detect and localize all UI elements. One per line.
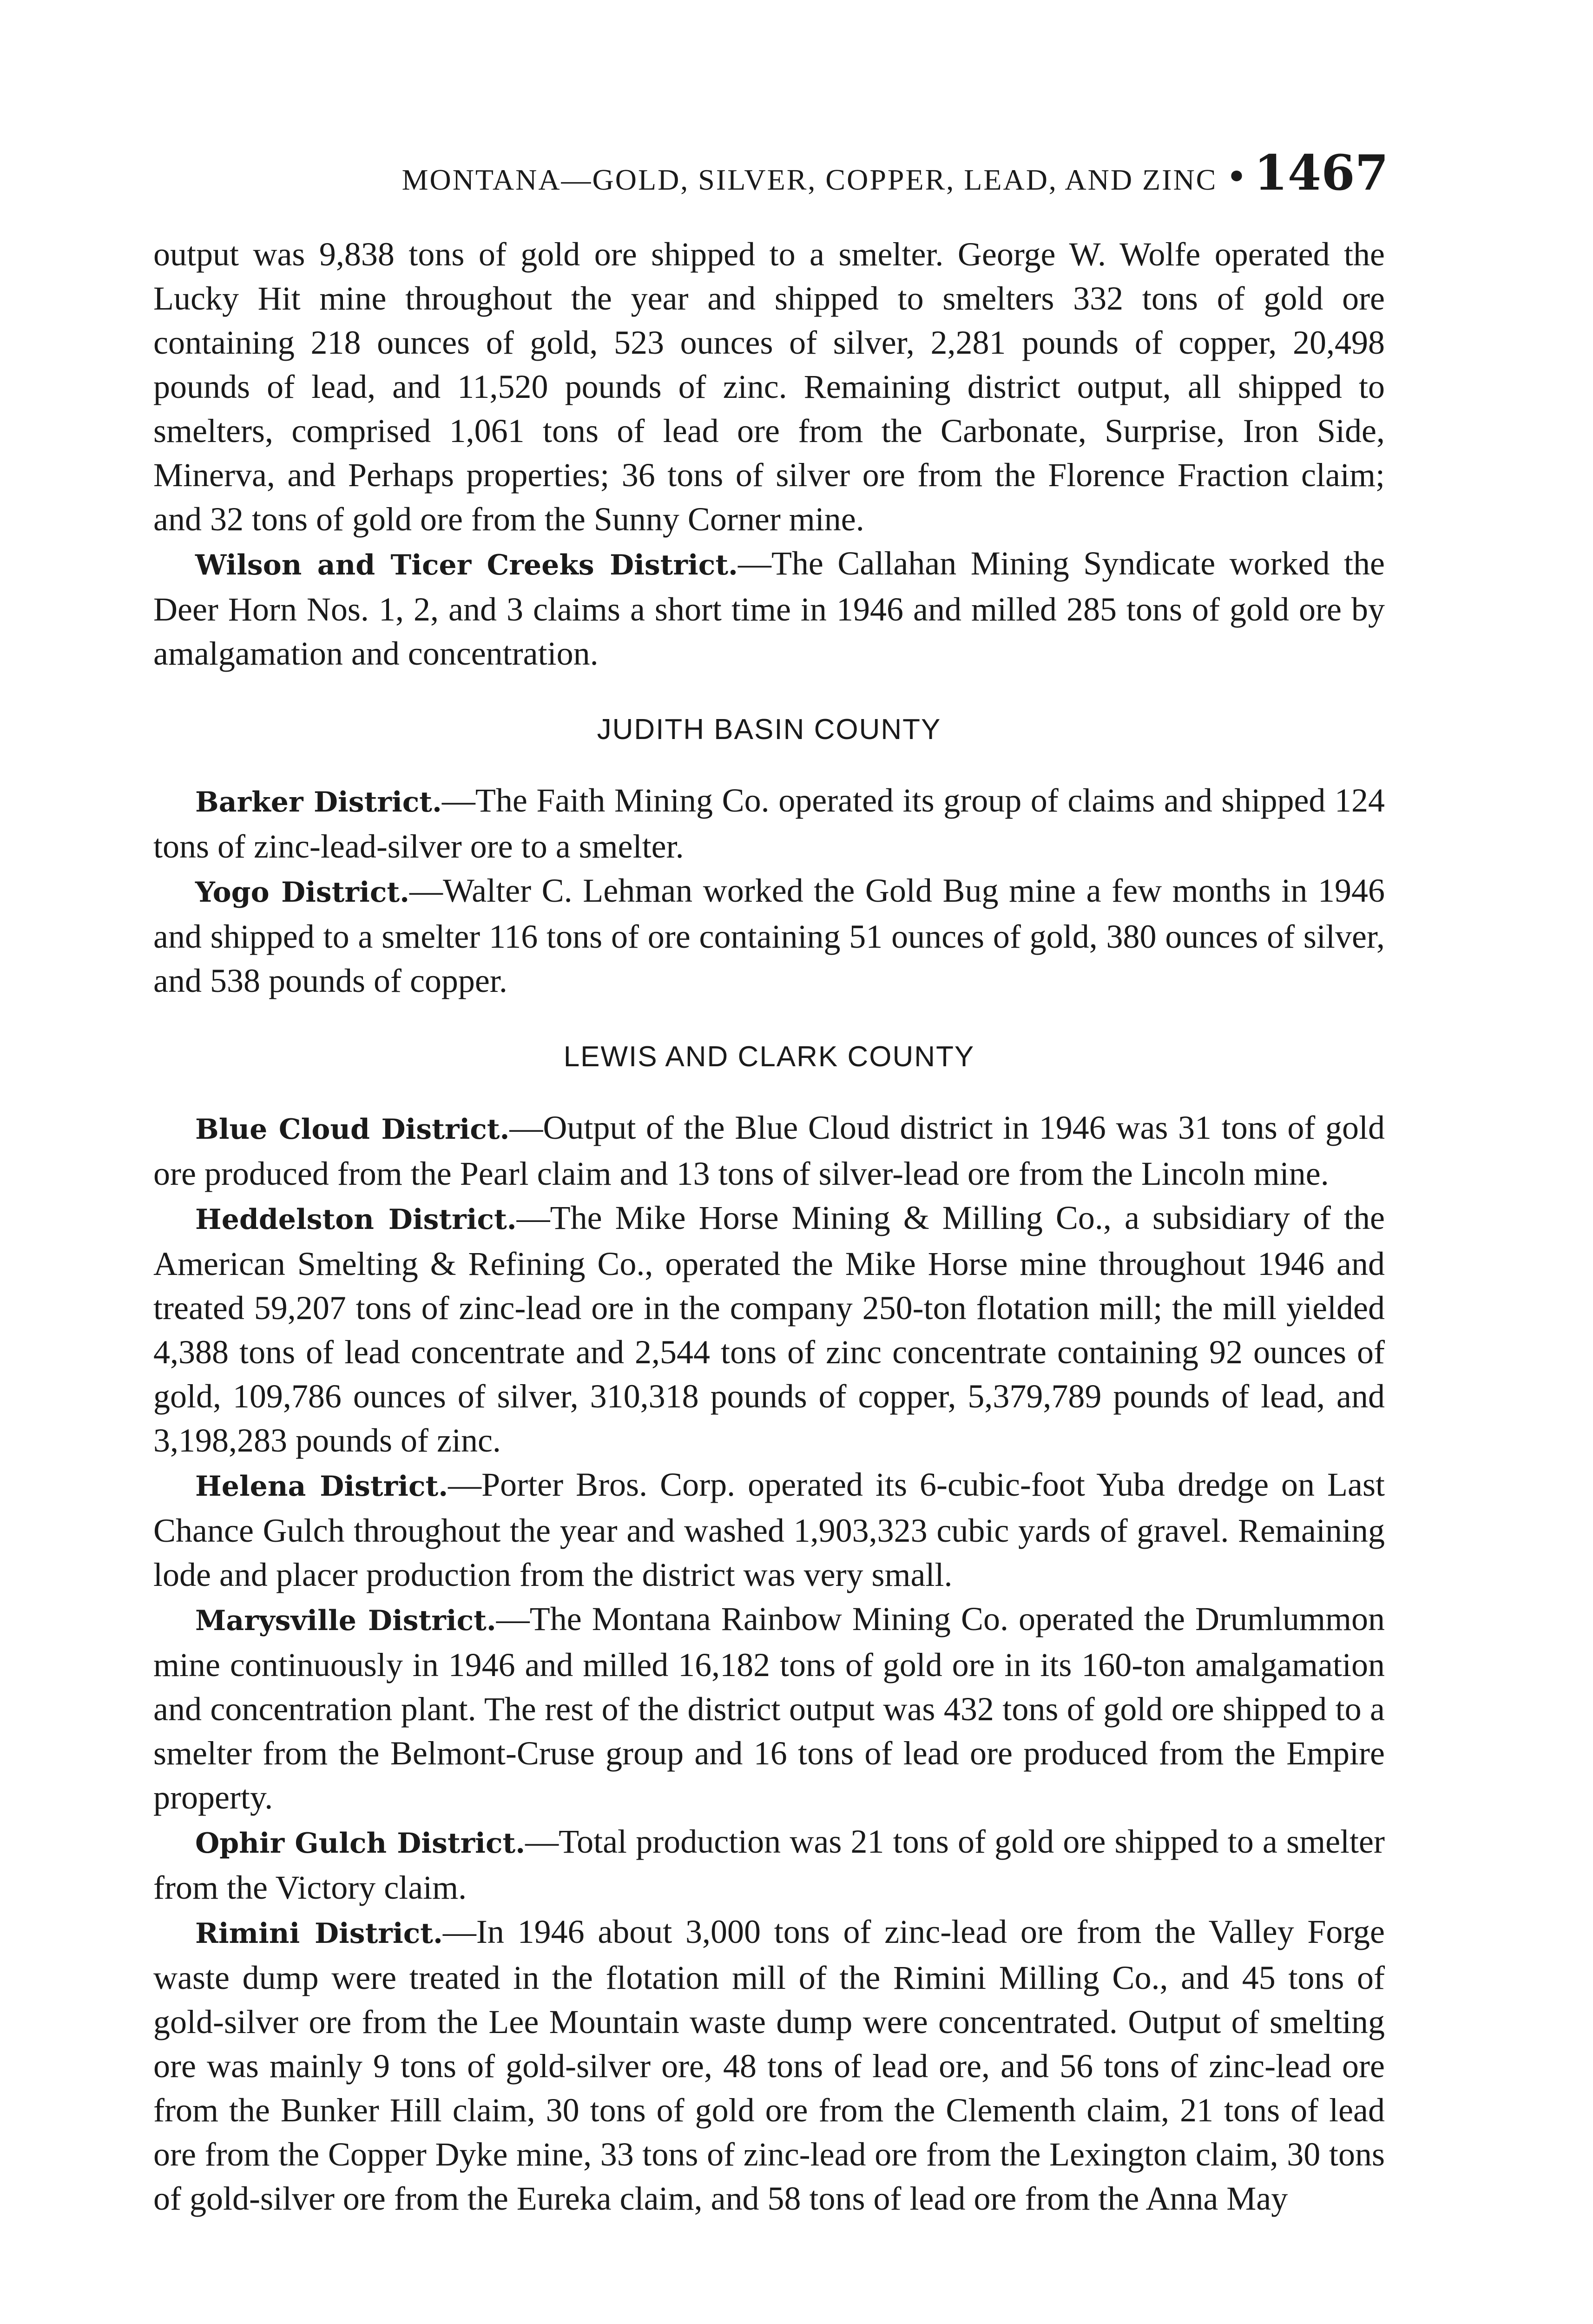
paragraph-text: —Total production was 21 tons of gold ore shipped to a smelter from the Victory claim. bbox=[153, 1823, 1385, 1906]
paragraph-wilson-ticer bbox=[153, 541, 1385, 676]
section-heading-lewis-clark: LEWIS AND CLARK COUNTY bbox=[563, 1041, 975, 1073]
running-title: MONTANA—GOLD, SILVER, COPPER, LEAD, AND ZINC bbox=[402, 163, 1218, 196]
paragraph-lead: Helena District. bbox=[195, 1470, 448, 1503]
section-heading-judith-basin: JUDITH BASIN COUNTY bbox=[597, 713, 941, 746]
page-number: 1467 bbox=[1254, 144, 1389, 201]
paragraph-lead: Blue Cloud District. bbox=[195, 1113, 510, 1146]
paragraph-barker bbox=[153, 779, 1385, 869]
paragraph-blue-cloud bbox=[153, 1106, 1385, 1196]
paragraph-text: —Output of the Blue Cloud district in 1946 was 31 tons of gold ore produced from the Pearl claim and 13 tons of silver-lead ore from the Lincoln mine. bbox=[153, 1109, 1385, 1192]
paragraph-text: —The Callahan Mining Syndicate worked the Deer Horn Nos. 1, 2, and 3 claims a short time in 1946 and milled 285 tons of gold ore by amalgamation and concentration. bbox=[153, 545, 1385, 672]
paragraph-lead: Heddelston District. bbox=[195, 1203, 517, 1236]
paragraph-text: —Porter Bros. Corp. operated its 6-cubic-foot Yuba dredge on Last Chance Gulch throughout the year and washed 1,903,323 cubic yards of gravel. Remaining lode and placer production from the district was very small. bbox=[153, 1466, 1385, 1593]
paragraph-text: —The Faith Mining Co. operated its group of claims and shipped 124 tons of zinc-lead-silver ore to a smelter. bbox=[153, 782, 1385, 865]
running-header bbox=[153, 144, 1389, 209]
paragraph-text: —The Mike Horse Mining & Milling Co., a subsidiary of the American Smelting & Refining Co., operated the Mike Horse mine throughout 1946 and treated 59,207 tons of zinc-lead ore in the company 250-ton flotation mill; the mill yielded 4,388 tons of lead concentrate and 2,544 tons of zinc concentrate containing 92 ounces of gold, 109,786 ounces of silver, 310,318 pounds of copper, 5,379,789 pounds of lead, and 3,198,283 pounds of zinc. bbox=[153, 1199, 1385, 1459]
paragraph-lead: Ophir Gulch District. bbox=[195, 1827, 526, 1860]
paragraph-marysville bbox=[153, 1597, 1385, 1820]
paragraph-text: —The Montana Rainbow Mining Co. operated the Drumlummon mine continuously in 1946 and milled 16,182 tons of gold ore in its 160-ton amalgamation and concentration plant. The rest of the district output was 432 tons of gold ore shipped to a smelter from the Belmont-Cruse group and 16 tons of lead ore produced from the Empire property. bbox=[153, 1600, 1385, 1816]
paragraph-ophir-gulch bbox=[153, 1820, 1385, 1910]
paragraph-lead: Marysville District. bbox=[195, 1604, 496, 1637]
paragraph-continued bbox=[153, 232, 1385, 541]
paragraph-yogo bbox=[153, 869, 1385, 1003]
paragraph-rimini bbox=[153, 1910, 1385, 2221]
paragraph-lead: Barker District. bbox=[195, 786, 442, 819]
body-text bbox=[153, 232, 1385, 2221]
paragraph-helena bbox=[153, 1463, 1385, 1597]
paragraph-lead: Rimini District. bbox=[195, 1917, 443, 1950]
paragraph-heddelston bbox=[153, 1196, 1385, 1463]
paragraph-lead: Wilson and Ticer Creeks District. bbox=[195, 549, 738, 581]
paragraph-text: —Walter C. Lehman worked the Gold Bug mine a few months in 1946 and shipped to a smelter 116 tons of ore containing 51 ounces of gold, 380 ounces of silver, and 538 pounds of copper. bbox=[153, 872, 1385, 999]
paragraph-text: —In 1946 about 3,000 tons of zinc-lead ore from the Valley Forge waste dump were treated in the flotation mill of the Rimini Milling Co., and 45 tons of gold-silver ore from the Lee Mountain waste dump were concentrated. Output of smelting ore was mainly 9 tons of gold-silver ore, 48 tons of lead ore, and 56 tons of zinc-lead ore from the Bunker Hill claim, 30 tons of gold ore from the Clementh claim, 21 tons of lead ore from the Copper Dyke mine, 33 tons of zinc-lead ore from the Lexington claim, 30 tons of gold-silver ore from the Eureka claim, and 58 tons of lead ore from the Anna May bbox=[153, 1913, 1385, 2217]
paragraph-lead: Yogo District. bbox=[195, 876, 409, 909]
header-bullet: • bbox=[1225, 155, 1248, 198]
paragraph-text: output was 9,838 tons of gold ore shipped to a smelter. George W. Wolfe operated the Lucky Hit mine throughout the year and shipped to smelters 332 tons of gold ore containing 218 ounces of gold, 523 ounces of silver, 2,281 pounds of copper, 20,498 pounds of lead, and 11,520 pounds of zinc. Remaining district output, all shipped to smelters, comprised 1,061 tons of lead ore from the Carbonate, Surprise, Iron Side, Minerva, and Perhaps properties; 36 tons of silver ore from the Florence Fraction claim; and 32 tons of gold ore from the Sunny Corner mine. bbox=[153, 236, 1385, 538]
